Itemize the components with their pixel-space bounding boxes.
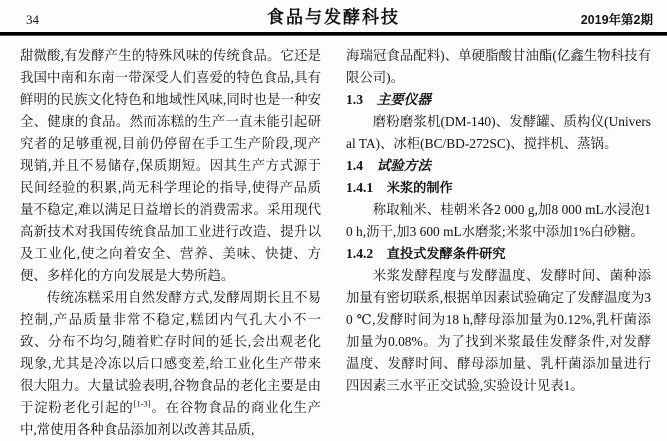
section-title: 直投式发酵条件研究 [386,246,506,261]
section-title: 米浆的制作 [386,180,453,195]
paragraph-text: 。在谷物食品的商业化生产中,常使用各种食品添加剂以改善其品质, [20,400,322,437]
page-header [0,0,667,30]
section-number: 1.4.1 [346,180,374,195]
section-heading-1-3 [346,89,651,111]
section-heading-1-4 [346,155,651,177]
section-title: 主要仪器 [376,92,431,107]
article-body [0,36,667,441]
paragraph-traditional-dongao [20,287,321,441]
right-column [346,45,651,441]
left-column [20,45,321,441]
section-number: 1.4 [346,158,363,173]
section-heading-1-4-1 [346,177,651,199]
paragraph-text: 传统冻糕采用自然发酵方式,发酵周期长且不易控制,产品质量非常不稳定,糕团内气孔大小不一致、分布不均匀,随着贮存时间的延长,会出观老化现象,尤其是冷冻以后口感变差,给工业化生产带来很大阻力。大量试验表明,谷物食品的老化主要是由于淀粉老化引起的 [20,290,321,415]
citation-ref: [1-3] [133,398,151,409]
section-title: 试验方法 [376,158,431,173]
section-number: 1.3 [346,92,363,107]
paragraph-instruments: 磨粉磨浆机(DM-140)、发酵罐、质构仪(Universal TA)、冰柜(BC/BD-272SC)、搅拌机、蒸锅。 [346,114,651,151]
paragraph-fermentation-conditions: 米浆发酵程度与发酵温度、发酵时间、菌种添加量有密切联系,根据单因素试验确定了发酵温度为30 ℃,发酵时间为18 h,酵母添加量为0.12%,乳杆菌添加量为0.08%。为了找到米浆最佳发酵条件,对发酵温度、发酵时间、酵母添加量、乳杆菌添加量进行四因素三水平正交试验,实验设计见表1。 [346,268,651,393]
page-number: 34 [26,12,39,27]
paragraph-continued-from-previous-page: 甜微酸,有发酵产生的特殊风味的传统食品。它还是我国中南和东南一带深受人们喜爱的特色食品,具有鲜明的民族文化特色和地域性风味,同时也是一种安全、健康的食品。然而冻糕的生产一直未能引起研究者的足够重视,目前仍停留在手工生产阶段,现产现销,并且不易储存,保质期短。因其生产方式源于民间经验的积累,尚无科学理论的指导,使得产品质量不稳定,难以满足日益增长的消费需求。采用现代高新技术对我国传统食品加工业进行改造、提升以及工业化,使之向着安全、营养、美味、快捷、方便、多样化的方向发展是大势所趋。 [20,48,321,283]
journal-title: 食品与发酵科技 [267,7,400,28]
section-heading-1-4-2 [346,243,651,265]
paragraph-rice-slurry: 称取籼米、桂朝米各2 000 g,加8 000 mL水浸泡10 h,沥干,加3 600 mL水磨浆;米浆中添加1%白砂糖。 [346,202,651,239]
section-number: 1.4.2 [346,246,374,261]
paragraph-reagents-continued: 海瑞冠食品配料)、单硬脂酸甘油酯(亿鑫生物科技有限公司)。 [346,48,651,85]
issue-label: 2019年第2期 [580,13,653,27]
